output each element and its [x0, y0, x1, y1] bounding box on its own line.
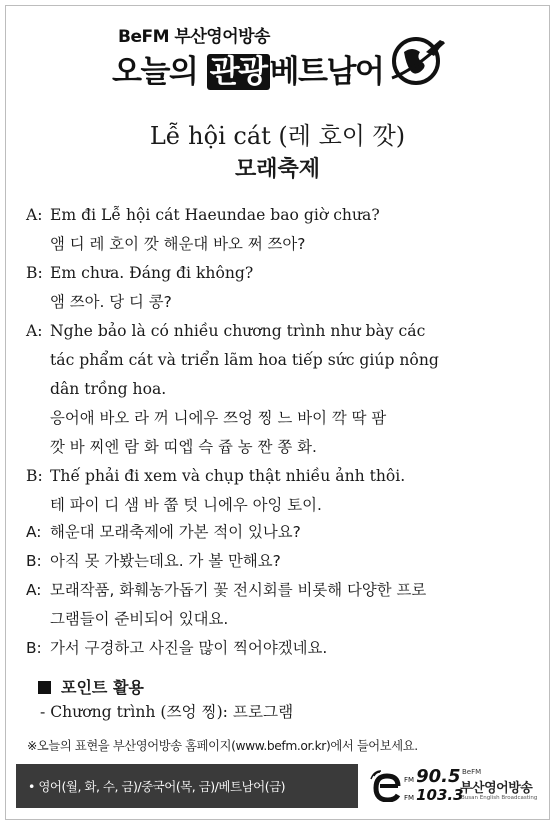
brand-name: 부산영어방송: [460, 781, 533, 796]
footer: [16, 764, 540, 808]
vi-text-continued: tác phẩm cát và triển lãm hoa tiếp sức giúp nông: [50, 351, 439, 369]
vi-text: Thế phải đi xem và chụp thật nhiều ảnh thôi.: [50, 467, 406, 485]
speaker-label: B:: [26, 264, 43, 282]
vi-text-continued: dân trồng hoa.: [50, 380, 167, 398]
dialogue-korean: [26, 518, 536, 663]
pronunciation-line: 테 파이 디 샘 바 쭙 텃 니에우 아잉 토이.: [50, 496, 322, 514]
vi-text: Nghe bảo là có nhiều chương trình như bày các: [50, 322, 426, 340]
pronunciation-line: 앰 디 레 호이 깟 해운대 바오 쩌 쯔아?: [50, 235, 306, 253]
program-title-pre: 오늘의: [112, 54, 207, 90]
schedule-bar: [16, 764, 358, 808]
ko-text: 아직 못 가봤는데요. 가 볼 만해요?: [50, 552, 281, 570]
frequency-alt: [404, 786, 464, 804]
square-bullet-icon: [38, 681, 51, 694]
fm-label: FM: [404, 776, 415, 784]
brand-small: BeFM: [462, 768, 482, 776]
program-title-box: 관광: [207, 54, 270, 90]
frequency-main-value: 90.5: [416, 766, 461, 787]
point-heading-text: 포인트 활용: [61, 678, 144, 697]
speaker-label: A:: [26, 523, 42, 541]
brand-english: Busan English Broadcasting: [461, 795, 538, 801]
header: [0, 18, 555, 98]
pronunciation-line: 깟 바 찌엔 람 화 띠엡 슥 쥽 농 짠 쫑 화.: [50, 438, 317, 456]
ko-text: 해운대 모래축제에 가본 적이 있나요?: [50, 523, 301, 541]
fm-label: FM: [404, 794, 415, 802]
point-line: - Chương trình (쯔엉 찡): 프로그램: [40, 703, 294, 721]
ko-dialogue-line: [26, 634, 536, 663]
speaker-label: A:: [26, 206, 43, 224]
vi-text: Em đi Lễ hội cát Haeundae bao giờ chưa?: [50, 206, 380, 224]
speaker-label: B:: [26, 639, 42, 657]
point-heading: [38, 675, 144, 698]
befm-logo: [358, 764, 540, 808]
ko-text-continued: 그램들이 준비되어 있대요.: [50, 610, 229, 628]
speaker-label: B:: [26, 467, 43, 485]
frequency-alt-value: 103.3: [416, 786, 464, 804]
vi-text: Em chưa. Đáng đi không?: [50, 264, 254, 282]
schedule-text: • 영어(월, 화, 수, 금)/중국어(목, 금)/베트남어(금): [28, 779, 286, 794]
ko-dialogue-line: [26, 576, 536, 605]
ko-text: 가서 구경하고 사진을 많이 찍어야겠네요.: [50, 639, 328, 657]
speaker-label: A:: [26, 322, 43, 340]
notice-text: ※오늘의 표현을 부산영어방송 홈페이지(www.befm.or.kr)에서 들어보세요.: [27, 739, 418, 753]
ko-dialogue-line: [26, 547, 536, 576]
globe-airplane-icon: [386, 30, 448, 92]
ko-dialogue-line: [26, 518, 536, 547]
pronunciation-line: 앰 쯔아. 당 디 콩?: [50, 293, 172, 311]
frequency-main: [404, 766, 461, 787]
befm-e-logo-icon: [370, 770, 404, 802]
dialogue-vietnamese: [26, 201, 536, 520]
dialogue-line: [26, 201, 536, 230]
topic-title-korean: 모래축제: [234, 157, 320, 182]
station-line: BeFM 부산영어방송: [118, 27, 270, 47]
ko-text: 모래작품, 화훼농가돕기 꽃 전시회를 비롯해 다양한 프로: [50, 581, 427, 599]
topic-title-vietnamese: Lễ hội cát (레 호이 깟): [149, 122, 406, 150]
program-title: [112, 46, 383, 91]
dialogue-line: [26, 317, 536, 346]
dialogue-line: [26, 259, 536, 288]
speaker-label: B:: [26, 552, 42, 570]
dialogue-line: [26, 462, 536, 491]
speaker-label: A:: [26, 581, 42, 599]
program-title-post: 베트남어: [269, 54, 384, 90]
pronunciation-line: 응어애 바오 라 꺼 니에우 쯔엉 찡 느 바이 깍 딱 팜: [50, 409, 387, 427]
